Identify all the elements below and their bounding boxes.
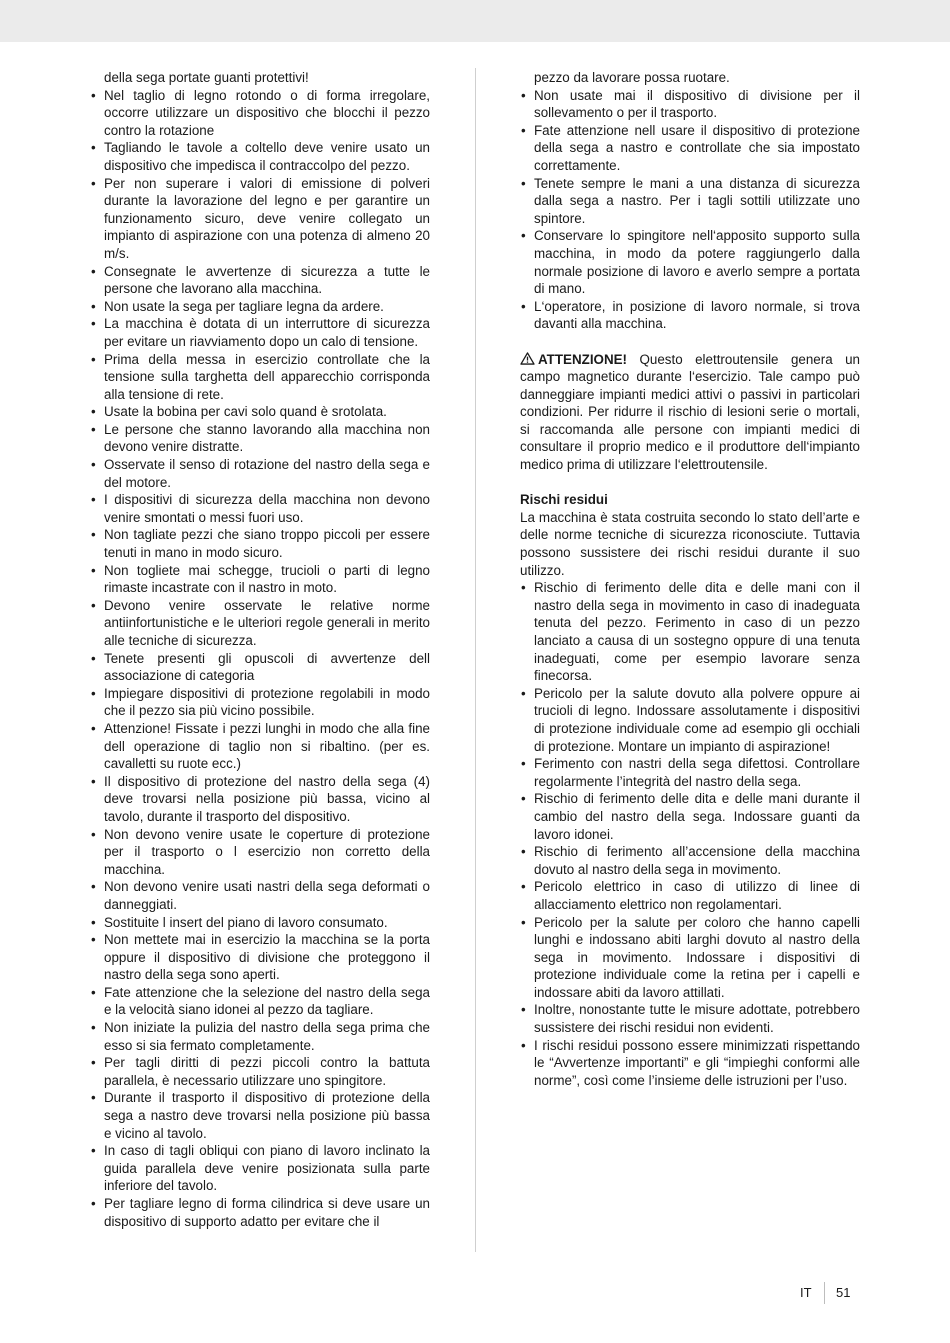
- left-safety-list: [90, 87, 430, 1231]
- list-item: • Per non superare i valori di emissione di polveri durante la lavorazione del legno e per garantire un funzionamento sicuro, deve venire collegato un impianto di aspirazione con una potenza di almeno 20 m/s.: [90, 175, 430, 263]
- list-item: • Non iniziate la pulizia del nastro della sega prima che esso si sia fermato completamente.: [90, 1019, 430, 1054]
- list-item: • Consegnate le avvertenze di sicurezza a tutte le persone che lavorano alla macchina.: [90, 263, 430, 298]
- warning-label: ATTENZIONE!: [538, 351, 628, 367]
- list-item: • Devono venire osservate le relative norme antiinfortunistiche e le ulteriori regole generali in merito alle tecniche di sicurezza.: [90, 597, 430, 650]
- list-item: • Prima della messa in esercizio controllate che la tensione sulla targhetta dell apparecchio corrisponda alla tensione di rete.: [90, 351, 430, 404]
- residual-risks-intro: La macchina è stata costruita secondo lo stato dell’arte e delle norme tecniche di sicurezza riconosciute. Tuttavia possono sussistere dei rischi residui durante il suo utilizzo.: [520, 509, 860, 578]
- left-continuation: della sega portate guanti protettivi!: [104, 70, 309, 85]
- list-item: • Non usate mai il dispositivo di divisione per il sollevamento o per il trasporto.: [520, 87, 860, 122]
- list-item: • Inoltre, nonostante tutte le misure adottate, potrebbero sussistere dei rischi residui non evidenti.: [520, 1001, 860, 1036]
- warning-text: Questo elettroutensile genera un campo magnetico durante l‘esercizio. Tale campo può danneggiare impianti medici attivi o passivi in particolari condizioni. Per ridurre il rischio di lesioni serie o mortali, si raccomanda alle persone con impianti medici di consultare il proprio medico e il produttore dell‘impianto medico prima di utilizzare l‘elettroutensile.: [520, 351, 860, 473]
- page-number: 51: [836, 1285, 851, 1300]
- list-item: • Non devono venire usati nastri della sega deformati o danneggiati.: [90, 878, 430, 913]
- list-item: • Pericolo elettrico in caso di utilizzo di linee di allacciamento elettrico non regolamentari.: [520, 878, 860, 913]
- warning-triangle-icon: [520, 352, 535, 365]
- list-item: • Attenzione! Fissate i pezzi lunghi in modo che alla fine dell operazione di taglio non si ribaltino. (per es. cavalletti su ruote ecc.): [90, 720, 430, 773]
- list-item: • In caso di tagli obliqui con piano di lavoro inclinato la guida parallela deve venire posizionata sulla parte inferiore del tavolo.: [90, 1142, 430, 1195]
- spacer: [520, 474, 860, 492]
- list-item: • Non devono venire usate le coperture di protezione per il trasporto o l esercizio non corretto della macchina.: [90, 826, 430, 879]
- list-item: • Pericolo per la salute dovuto alla polvere oppure ai trucioli di legno. Indossare assolutamente i dispositivi di protezione individuale come ad esempio gli occhiali di protezione. Montare un impianto di aspirazione!: [520, 685, 860, 755]
- list-item: • I rischi residui possono essere minimizzati rispettando le “Avvertenze importanti” e gli “impieghi conformi alle norme”, così come l’insieme delle istruzioni per l’uso.: [520, 1037, 860, 1090]
- language-code: IT: [800, 1285, 812, 1300]
- residual-risks-list: [520, 579, 860, 1089]
- list-item: • La macchina è dotata di un interruttore di sicurezza per evitare un riavviamento dopo un calo di tensione.: [90, 315, 430, 350]
- list-item: • I dispositivi di sicurezza della macchina non devono venire smontati o messi fuori uso.: [90, 491, 430, 526]
- list-item: • Per tagli diritti di pezzi piccoli contro la battuta parallela, è necessario utilizzare uno spingitore.: [90, 1054, 430, 1089]
- list-item: • Impiegare dispositivi di protezione regolabili in modo che il pezzo sia più vicino possibile.: [90, 685, 430, 720]
- footer-separator: [824, 1282, 825, 1304]
- right-column: [520, 69, 860, 1089]
- list-item: • Non usate la sega per tagliare legna da ardere.: [90, 298, 430, 316]
- list-item: • Nel taglio di legno rotondo o di forma irregolare, occorre utilizzare un dispositivo che blocchi il pezzo contro la rotazione: [90, 87, 430, 140]
- list-item: • Non tagliate pezzi che siano troppo piccoli per essere tenuti in mano in modo sicuro.: [90, 526, 430, 561]
- list-item: • Ferimento con nastri della sega difettosi. Controllare regolarmente l’integrità del nastro della sega.: [520, 755, 860, 790]
- list-item: • Conservare lo spingitore nell‘apposito supporto sulla macchina, in modo da potere raggiungerlo dalla normale posizione di lavoro e averlo sempre a portata di mano.: [520, 227, 860, 297]
- list-item: • Tenete sempre le mani a una distanza di sicurezza dalla sega a nastro. Per i tagli sottili utilizzate uno spintore.: [520, 175, 860, 228]
- list-item: • Non mettete mai in esercizio la macchina se la porta oppure il dispositivo di divisione che proteggono il nastro della sega sono aperti.: [90, 931, 430, 984]
- list-item: • Rischio di ferimento delle dita e delle mani con il nastro della sega in movimento in caso di inadeguata tenuta del pezzo. Ferimento in caso di un pezzo lanciato a causa di un sostegno oppure di una tenuta inadeguati, come per esempio lavorare senza finecorsa.: [520, 579, 860, 685]
- right-continuation: pezzo da lavorare possa ruotare.: [534, 70, 730, 85]
- list-item: • Rischio di ferimento delle dita e delle mani durante il cambio del nastro della sega. Indossare guanti da lavoro idonei.: [520, 790, 860, 843]
- list-item: • Per tagliare legno di forma cilindrica si deve usare un dispositivo di supporto adatto per evitare che il: [90, 1195, 430, 1230]
- list-item: • Osservate il senso di rotazione del nastro della sega e del motore.: [90, 456, 430, 491]
- list-item: • Pericolo per la salute per coloro che hanno capelli lunghi e indossano abiti larghi dovuto al nastro della sega in movimento. Indossare i dispositivi di protezione individuale come la retina per i capelli e indossare abiti da lavoro attillati.: [520, 914, 860, 1002]
- list-item: • Tagliando le tavole a coltello deve venire usato un dispositivo che impedisca il contraccolpo del pezzo.: [90, 139, 430, 174]
- list-item: • Sostituite l insert del piano di lavoro consumato.: [90, 914, 430, 932]
- list-item: • Le persone che stanno lavorando alla macchina non devono venire distratte.: [90, 421, 430, 456]
- header-band: [0, 0, 950, 42]
- list-item: • Fate attenzione nell usare il dispositivo di protezione della sega a nastro e controllate che sia impostato correttamente.: [520, 122, 860, 175]
- list-item: • Tenete presenti gli opuscoli di avvertenze dell associazione di categoria: [90, 650, 430, 685]
- warning-paragraph: [520, 351, 860, 474]
- list-item: • L‘operatore, in posizione di lavoro normale, si trova davanti alla macchina.: [520, 298, 860, 333]
- left-column: [90, 69, 430, 1230]
- list-item: • Rischio di ferimento all’accensione della macchina dovuto al nastro della sega in movimento.: [520, 843, 860, 878]
- column-divider: [475, 68, 476, 1252]
- list-item: • Durante il trasporto il dispositivo di protezione della sega a nastro deve trovarsi nella posizione più bassa e vicino al tavolo.: [90, 1089, 430, 1142]
- list-item: • Non togliete mai schegge, trucioli o parti di legno rimaste incastrate con il nastro in moto.: [90, 562, 430, 597]
- list-item: • Il dispositivo di protezione del nastro della sega (4) deve trovarsi nella posizione più bassa, vicino al tavolo, durante il trasporto del dispositivo.: [90, 773, 430, 826]
- list-item: • Usate la bobina per cavi solo quand è srotolata.: [90, 403, 430, 421]
- residual-risks-heading: Rischi residui: [520, 492, 608, 508]
- spacer: [520, 333, 860, 351]
- list-item: • Fate attenzione che la selezione del nastro della sega e la velocità siano idonei al pezzo da tagliare.: [90, 984, 430, 1019]
- right-safety-list: [520, 87, 860, 333]
